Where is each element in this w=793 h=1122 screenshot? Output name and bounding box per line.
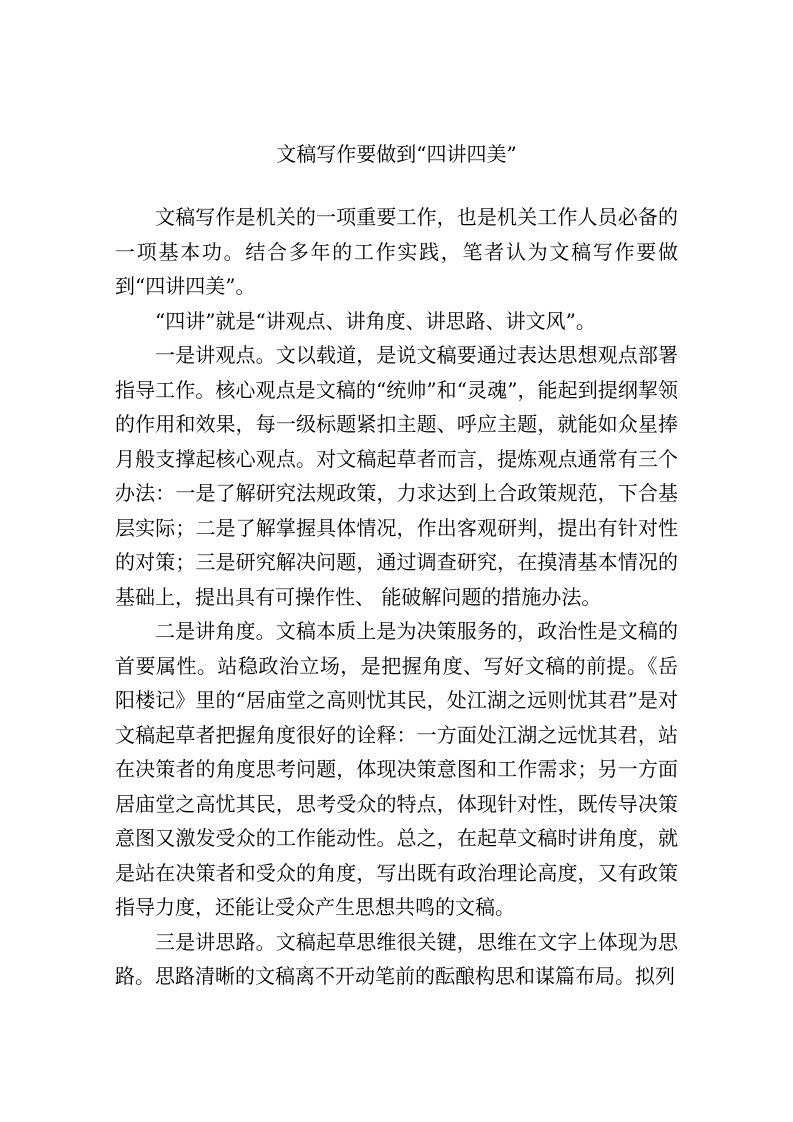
document-body [115, 200, 678, 994]
document-title: 文稿写作要做到“四讲四美” [276, 142, 517, 166]
paragraph-viewpoint: 一是讲观点。文以载道，是说文稿要通过表达思想观点部署指导工作。核心观点是文稿的“统帅”和“灵魂”，能起到提纲挈领的作用和效果，每一级标题紧扣主题、呼应主题，就能如众星捧月般支撑起核心观点。对文稿起草者而言，提炼观点通常有三个办法：一是了解研究法规政策，力求达到上合政策规范，下合基层实际；二是了解掌握具体情况，作出客观研判，提出有针对性的对策；三是研究解决问题，通过调查研究，在摸清基本情况的基础上，提出具有可操作性、 能破解问题的措施办法。 [115, 343, 678, 609]
paragraph-thinking: 三是讲思路。文稿起草思维很关键，思维在文字上体现为思路。思路清晰的文稿离不开动笔前的酝酿构思和谋篇布局。拟列 [115, 929, 678, 988]
paragraph-intro: 文稿写作是机关的一项重要工作，也是机关工作人员必备的一项基本功。结合多年的工作实践，笔者认为文稿写作要做到“四讲四美”。 [115, 205, 678, 298]
paragraph-angle: 二是讲角度。文稿本质上是为决策服务的，政治性是文稿的首要属性。站稳政治立场，是把握角度、写好文稿的前提。《岳阳楼记》里的“居庙堂之高则忧其民，处江湖之远则忧其君”是对文稿起草者把握角度很好的诠释：一方面处江湖之远忧其君，站在决策者的角度思考问题，体现决策意图和工作需求；另一方面居庙堂之高忧其民，思考受众的特点，体现针对性，既传导决策意图又激发受众的工作能动性。总之，在起草文稿时讲角度，就是站在决策者和受众的角度，写出既有政治理论高度，又有政策指导力度，还能让受众产生思想共鸣的文稿。 [115, 619, 678, 919]
paragraph-four-points: “四讲”就是“讲观点、讲角度、讲思路、讲文风”。 [155, 308, 596, 333]
